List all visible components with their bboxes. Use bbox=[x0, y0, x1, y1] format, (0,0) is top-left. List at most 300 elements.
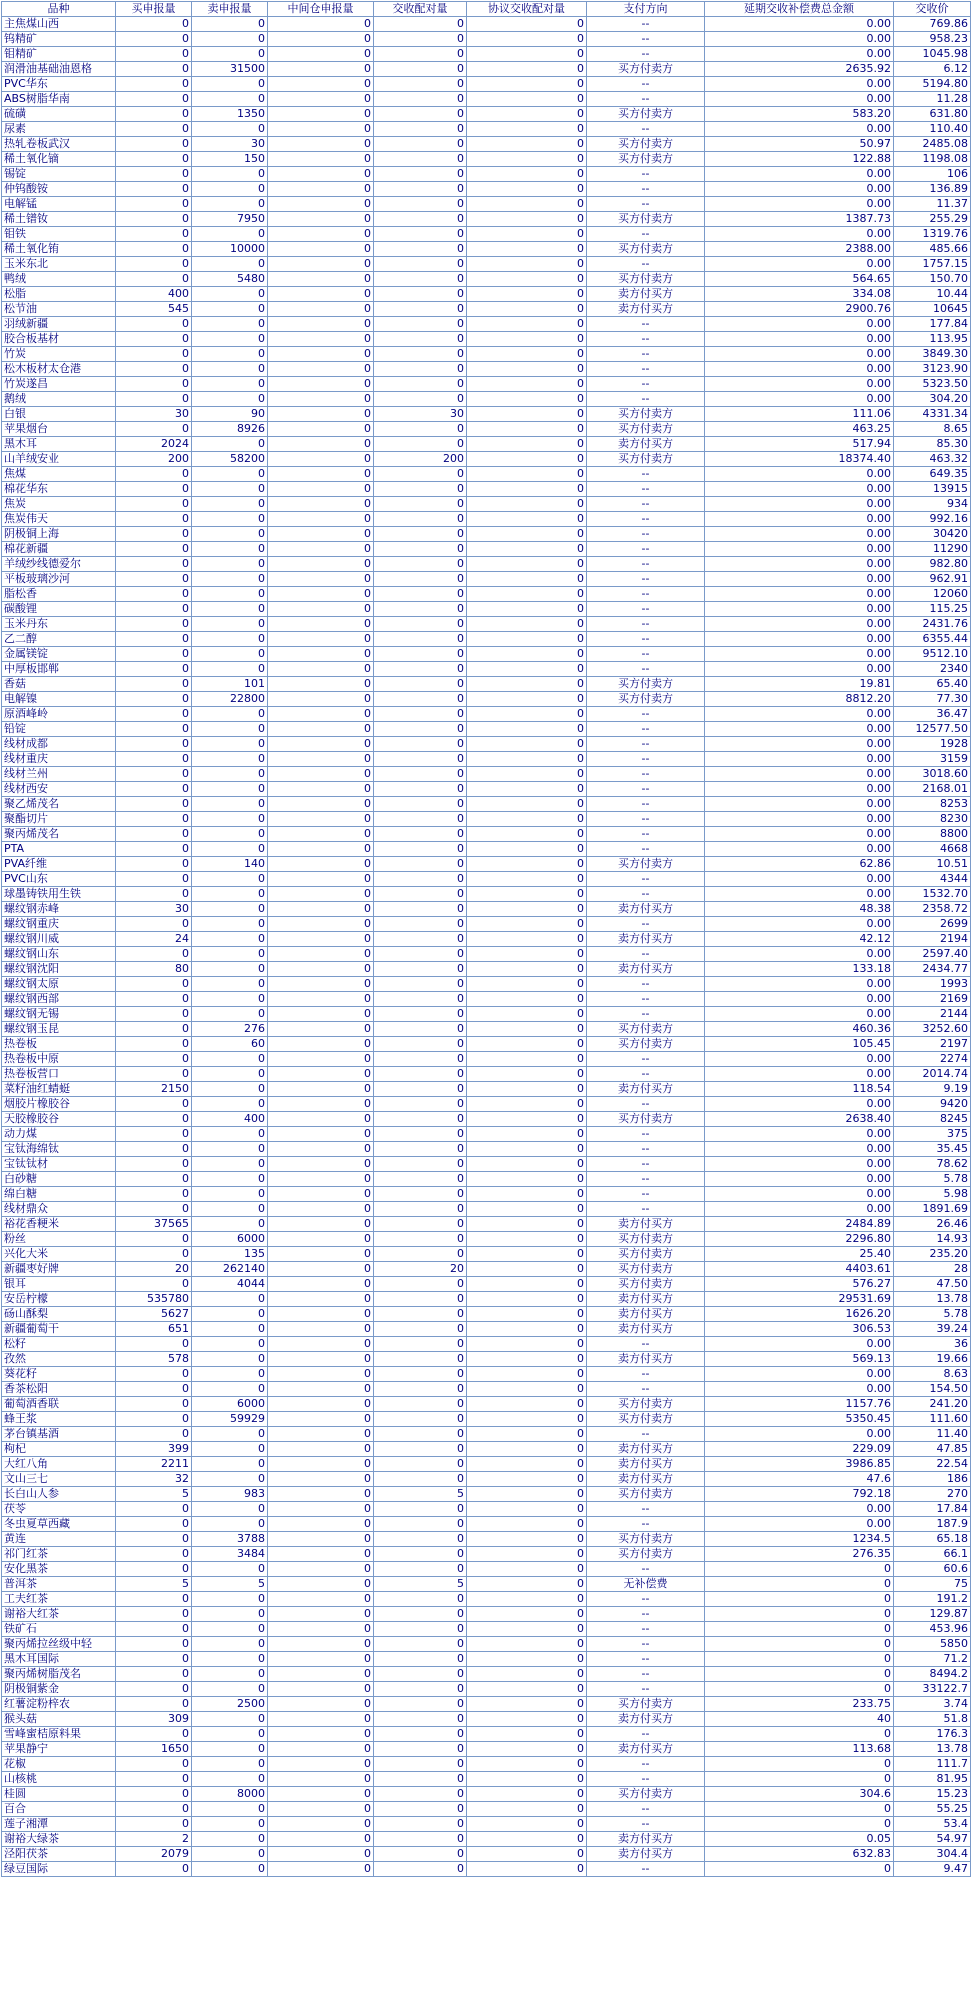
table-row bbox=[2, 452, 971, 467]
sell-qty-cell: 0 bbox=[192, 1157, 268, 1172]
agreement-qty-cell: 0 bbox=[467, 317, 587, 332]
pay-direction-cell: 卖方付买方 bbox=[587, 962, 705, 977]
delivery-price-cell: 11.28 bbox=[894, 92, 971, 107]
agreement-qty-cell: 0 bbox=[467, 1517, 587, 1532]
compensation-cell: 517.94 bbox=[705, 437, 894, 452]
pay-direction-cell: 买方付卖方 bbox=[587, 1232, 705, 1247]
compensation-cell: 0.00 bbox=[705, 1427, 894, 1442]
pay-direction-cell: -- bbox=[587, 722, 705, 737]
compensation-cell: 0.00 bbox=[705, 1097, 894, 1112]
pay-direction-cell: -- bbox=[587, 587, 705, 602]
sell-qty-cell: 6000 bbox=[192, 1397, 268, 1412]
delivery-price-cell: 65.40 bbox=[894, 677, 971, 692]
compensation-cell: 569.13 bbox=[705, 1352, 894, 1367]
commodity-cell: 茅台镇基酒 bbox=[2, 1427, 116, 1442]
agreement-qty-cell: 0 bbox=[467, 347, 587, 362]
agreement-qty-cell: 0 bbox=[467, 32, 587, 47]
compensation-cell: 1626.20 bbox=[705, 1307, 894, 1322]
agreement-qty-cell: 0 bbox=[467, 62, 587, 77]
pay-direction-cell: -- bbox=[587, 572, 705, 587]
match-qty-cell: 0 bbox=[374, 1502, 467, 1517]
middle-qty-cell: 0 bbox=[268, 857, 374, 872]
compensation-cell: 0 bbox=[705, 1757, 894, 1772]
middle-qty-cell: 0 bbox=[268, 1202, 374, 1217]
buy-qty-cell: 0 bbox=[116, 347, 192, 362]
middle-qty-cell: 0 bbox=[268, 707, 374, 722]
compensation-cell: 0.00 bbox=[705, 1382, 894, 1397]
table-row bbox=[2, 992, 971, 1007]
sell-qty-cell: 0 bbox=[192, 1217, 268, 1232]
buy-qty-cell: 0 bbox=[116, 752, 192, 767]
middle-qty-cell: 0 bbox=[268, 782, 374, 797]
pay-direction-cell: 买方付卖方 bbox=[587, 107, 705, 122]
pay-direction-cell: -- bbox=[587, 602, 705, 617]
sell-qty-cell: 101 bbox=[192, 677, 268, 692]
buy-qty-cell: 399 bbox=[116, 1442, 192, 1457]
compensation-cell: 0.00 bbox=[705, 182, 894, 197]
delivery-price-cell: 28 bbox=[894, 1262, 971, 1277]
match-qty-cell: 0 bbox=[374, 242, 467, 257]
compensation-cell: 0 bbox=[705, 1772, 894, 1787]
sell-qty-cell: 0 bbox=[192, 782, 268, 797]
delivery-price-cell: 78.62 bbox=[894, 1157, 971, 1172]
agreement-qty-cell: 0 bbox=[467, 167, 587, 182]
commodity-cell: 热卷板 bbox=[2, 1037, 116, 1052]
commodity-cell: 桂圆 bbox=[2, 1787, 116, 1802]
table-row bbox=[2, 707, 971, 722]
compensation-cell: 0.00 bbox=[705, 662, 894, 677]
middle-qty-cell: 0 bbox=[268, 1397, 374, 1412]
delivery-price-cell: 11.40 bbox=[894, 1427, 971, 1442]
pay-direction-cell: -- bbox=[587, 467, 705, 482]
delivery-price-cell: 1045.98 bbox=[894, 47, 971, 62]
agreement-qty-cell: 0 bbox=[467, 767, 587, 782]
sell-qty-cell: 0 bbox=[192, 77, 268, 92]
match-qty-cell: 0 bbox=[374, 122, 467, 137]
agreement-qty-cell: 0 bbox=[467, 1112, 587, 1127]
agreement-qty-cell: 0 bbox=[467, 1487, 587, 1502]
compensation-cell: 0.00 bbox=[705, 797, 894, 812]
buy-qty-cell: 535780 bbox=[116, 1292, 192, 1307]
pay-direction-cell: 卖方付买方 bbox=[587, 1712, 705, 1727]
table-row bbox=[2, 1262, 971, 1277]
delivery-price-cell: 35.45 bbox=[894, 1142, 971, 1157]
middle-qty-cell: 0 bbox=[268, 1682, 374, 1697]
table-row bbox=[2, 272, 971, 287]
match-qty-cell: 0 bbox=[374, 152, 467, 167]
match-qty-cell: 0 bbox=[374, 1442, 467, 1457]
buy-qty-cell: 0 bbox=[116, 587, 192, 602]
delivery-price-cell: 12577.50 bbox=[894, 722, 971, 737]
commodity-cell: 红薯淀粉梓农 bbox=[2, 1697, 116, 1712]
middle-qty-cell: 0 bbox=[268, 947, 374, 962]
middle-qty-cell: 0 bbox=[268, 1157, 374, 1172]
sell-qty-cell: 0 bbox=[192, 1097, 268, 1112]
buy-qty-cell: 0 bbox=[116, 1667, 192, 1682]
middle-qty-cell: 0 bbox=[268, 1037, 374, 1052]
commodity-cell: 阴极铜上海 bbox=[2, 527, 116, 542]
middle-qty-cell: 0 bbox=[268, 1577, 374, 1592]
table-row bbox=[2, 242, 971, 257]
pay-direction-cell: 卖方付买方 bbox=[587, 932, 705, 947]
buy-qty-cell: 0 bbox=[116, 1037, 192, 1052]
middle-qty-cell: 0 bbox=[268, 1007, 374, 1022]
table-row bbox=[2, 557, 971, 572]
table-row bbox=[2, 17, 971, 32]
table-row bbox=[2, 47, 971, 62]
compensation-cell: 0.00 bbox=[705, 812, 894, 827]
sell-qty-cell: 90 bbox=[192, 407, 268, 422]
agreement-qty-cell: 0 bbox=[467, 1367, 587, 1382]
table-row bbox=[2, 377, 971, 392]
pay-direction-cell: -- bbox=[587, 752, 705, 767]
sell-qty-cell: 0 bbox=[192, 752, 268, 767]
pay-direction-cell: -- bbox=[587, 392, 705, 407]
agreement-qty-cell: 0 bbox=[467, 1472, 587, 1487]
agreement-qty-cell: 0 bbox=[467, 527, 587, 542]
sell-qty-cell: 0 bbox=[192, 1517, 268, 1532]
middle-qty-cell: 0 bbox=[268, 1637, 374, 1652]
sell-qty-cell: 0 bbox=[192, 1562, 268, 1577]
pay-direction-cell: 卖方付买方 bbox=[587, 1472, 705, 1487]
middle-qty-cell: 0 bbox=[268, 1217, 374, 1232]
agreement-qty-cell: 0 bbox=[467, 1352, 587, 1367]
agreement-qty-cell: 0 bbox=[467, 1532, 587, 1547]
agreement-qty-cell: 0 bbox=[467, 1787, 587, 1802]
buy-qty-cell: 1650 bbox=[116, 1742, 192, 1757]
agreement-qty-cell: 0 bbox=[467, 332, 587, 347]
agreement-qty-cell: 0 bbox=[467, 1037, 587, 1052]
compensation-cell: 0.00 bbox=[705, 377, 894, 392]
compensation-cell: 0.00 bbox=[705, 482, 894, 497]
middle-qty-cell: 0 bbox=[268, 17, 374, 32]
agreement-qty-cell: 0 bbox=[467, 302, 587, 317]
commodity-cell: 工夫红茶 bbox=[2, 1592, 116, 1607]
compensation-cell: 0.00 bbox=[705, 1127, 894, 1142]
sell-qty-cell: 0 bbox=[192, 977, 268, 992]
commodity-cell: 热卷板中原 bbox=[2, 1052, 116, 1067]
agreement-qty-cell: 0 bbox=[467, 437, 587, 452]
buy-qty-cell: 0 bbox=[116, 1817, 192, 1832]
match-qty-cell: 0 bbox=[374, 662, 467, 677]
commodity-cell: 聚酯切片 bbox=[2, 812, 116, 827]
buy-qty-cell: 309 bbox=[116, 1712, 192, 1727]
sell-qty-cell: 0 bbox=[192, 1202, 268, 1217]
agreement-qty-cell: 0 bbox=[467, 1697, 587, 1712]
pay-direction-cell: 买方付卖方 bbox=[587, 1412, 705, 1427]
pay-direction-cell: -- bbox=[587, 1052, 705, 1067]
agreement-qty-cell: 0 bbox=[467, 92, 587, 107]
match-qty-cell: 0 bbox=[374, 1247, 467, 1262]
table-row bbox=[2, 1592, 971, 1607]
buy-qty-cell: 0 bbox=[116, 107, 192, 122]
middle-qty-cell: 0 bbox=[268, 797, 374, 812]
match-qty-cell: 0 bbox=[374, 392, 467, 407]
delivery-price-cell: 3.74 bbox=[894, 1697, 971, 1712]
pay-direction-cell: -- bbox=[587, 1682, 705, 1697]
pay-direction-cell: -- bbox=[587, 1757, 705, 1772]
compensation-cell: 0.00 bbox=[705, 467, 894, 482]
pay-direction-cell: 卖方付买方 bbox=[587, 1457, 705, 1472]
sell-qty-cell: 0 bbox=[192, 767, 268, 782]
sell-qty-cell: 0 bbox=[192, 842, 268, 857]
col-compensation-header: 延期交收补偿费总金额 bbox=[705, 2, 894, 17]
commodity-cell: 普洱茶 bbox=[2, 1577, 116, 1592]
pay-direction-cell: -- bbox=[587, 1187, 705, 1202]
sell-qty-cell: 0 bbox=[192, 527, 268, 542]
sell-qty-cell: 0 bbox=[192, 1142, 268, 1157]
compensation-cell: 0.00 bbox=[705, 887, 894, 902]
pay-direction-cell: -- bbox=[587, 977, 705, 992]
delivery-price-cell: 150.70 bbox=[894, 272, 971, 287]
table-row bbox=[2, 317, 971, 332]
table-row bbox=[2, 692, 971, 707]
sell-qty-cell: 0 bbox=[192, 302, 268, 317]
delivery-price-cell: 191.2 bbox=[894, 1592, 971, 1607]
compensation-cell: 0.00 bbox=[705, 122, 894, 137]
table-row bbox=[2, 182, 971, 197]
delivery-price-cell: 39.24 bbox=[894, 1322, 971, 1337]
table-row bbox=[2, 1562, 971, 1577]
table-row bbox=[2, 1322, 971, 1337]
compensation-cell: 0.00 bbox=[705, 872, 894, 887]
commodity-cell: 脂松香 bbox=[2, 587, 116, 602]
middle-qty-cell: 0 bbox=[268, 227, 374, 242]
compensation-cell: 5350.45 bbox=[705, 1412, 894, 1427]
commodity-cell: 茯苓 bbox=[2, 1502, 116, 1517]
sell-qty-cell: 0 bbox=[192, 1592, 268, 1607]
match-qty-cell: 0 bbox=[374, 257, 467, 272]
compensation-cell: 0.00 bbox=[705, 587, 894, 602]
buy-qty-cell: 0 bbox=[116, 482, 192, 497]
middle-qty-cell: 0 bbox=[268, 1142, 374, 1157]
commodity-cell: 长白山人参 bbox=[2, 1487, 116, 1502]
sell-qty-cell: 0 bbox=[192, 1307, 268, 1322]
compensation-cell: 0.05 bbox=[705, 1832, 894, 1847]
table-row bbox=[2, 1037, 971, 1052]
match-qty-cell: 0 bbox=[374, 542, 467, 557]
commodity-cell: 安化黑茶 bbox=[2, 1562, 116, 1577]
compensation-cell: 1157.76 bbox=[705, 1397, 894, 1412]
sell-qty-cell: 0 bbox=[192, 392, 268, 407]
commodity-cell: 金属镁锭 bbox=[2, 647, 116, 662]
table-row bbox=[2, 1277, 971, 1292]
buy-qty-cell: 0 bbox=[116, 1142, 192, 1157]
middle-qty-cell: 0 bbox=[268, 647, 374, 662]
delivery-price-cell: 187.9 bbox=[894, 1517, 971, 1532]
match-qty-cell: 0 bbox=[374, 857, 467, 872]
middle-qty-cell: 0 bbox=[268, 887, 374, 902]
compensation-cell: 0.00 bbox=[705, 737, 894, 752]
commodity-cell: 粉丝 bbox=[2, 1232, 116, 1247]
delivery-price-cell: 106 bbox=[894, 167, 971, 182]
pay-direction-cell: 买方付卖方 bbox=[587, 1787, 705, 1802]
buy-qty-cell: 0 bbox=[116, 1727, 192, 1742]
match-qty-cell: 0 bbox=[374, 47, 467, 62]
match-qty-cell: 0 bbox=[374, 692, 467, 707]
buy-qty-cell: 545 bbox=[116, 302, 192, 317]
agreement-qty-cell: 0 bbox=[467, 1742, 587, 1757]
pay-direction-cell: 买方付卖方 bbox=[587, 242, 705, 257]
sell-qty-cell: 262140 bbox=[192, 1262, 268, 1277]
match-qty-cell: 0 bbox=[374, 1097, 467, 1112]
middle-qty-cell: 0 bbox=[268, 1127, 374, 1142]
pay-direction-cell: 买方付卖方 bbox=[587, 407, 705, 422]
buy-qty-cell: 0 bbox=[116, 917, 192, 932]
pay-direction-cell: 卖方付买方 bbox=[587, 1082, 705, 1097]
match-qty-cell: 0 bbox=[374, 1217, 467, 1232]
delivery-price-cell: 1532.70 bbox=[894, 887, 971, 902]
middle-qty-cell: 0 bbox=[268, 317, 374, 332]
buy-qty-cell: 32 bbox=[116, 1472, 192, 1487]
agreement-qty-cell: 0 bbox=[467, 1652, 587, 1667]
pay-direction-cell: -- bbox=[587, 947, 705, 962]
delivery-price-cell: 177.84 bbox=[894, 317, 971, 332]
sell-qty-cell: 5480 bbox=[192, 272, 268, 287]
table-row bbox=[2, 1832, 971, 1847]
commodity-cell: 线材鼎众 bbox=[2, 1202, 116, 1217]
pay-direction-cell: 卖方付买方 bbox=[587, 1847, 705, 1862]
middle-qty-cell: 0 bbox=[268, 677, 374, 692]
middle-qty-cell: 0 bbox=[268, 1352, 374, 1367]
pay-direction-cell: 买方付卖方 bbox=[587, 1277, 705, 1292]
pay-direction-cell: 卖方付买方 bbox=[587, 287, 705, 302]
match-qty-cell: 0 bbox=[374, 722, 467, 737]
match-qty-cell: 0 bbox=[374, 1037, 467, 1052]
buy-qty-cell: 0 bbox=[116, 92, 192, 107]
table-row bbox=[2, 1577, 971, 1592]
middle-qty-cell: 0 bbox=[268, 1337, 374, 1352]
commodity-cell: 苹果静宁 bbox=[2, 1742, 116, 1757]
sell-qty-cell: 0 bbox=[192, 227, 268, 242]
middle-qty-cell: 0 bbox=[268, 1067, 374, 1082]
table-row bbox=[2, 1307, 971, 1322]
middle-qty-cell: 0 bbox=[268, 662, 374, 677]
compensation-cell: 0.00 bbox=[705, 1157, 894, 1172]
middle-qty-cell: 0 bbox=[268, 1442, 374, 1457]
commodity-cell: 香菇 bbox=[2, 677, 116, 692]
delivery-price-cell: 2358.72 bbox=[894, 902, 971, 917]
table-row bbox=[2, 647, 971, 662]
delivery-price-cell: 453.96 bbox=[894, 1622, 971, 1637]
pay-direction-cell: 卖方付买方 bbox=[587, 1217, 705, 1232]
match-qty-cell: 0 bbox=[374, 887, 467, 902]
agreement-qty-cell: 0 bbox=[467, 1622, 587, 1637]
match-qty-cell: 0 bbox=[374, 1547, 467, 1562]
col-sell-qty-header: 卖申报量 bbox=[192, 2, 268, 17]
compensation-cell: 0.00 bbox=[705, 977, 894, 992]
pay-direction-cell: 买方付卖方 bbox=[587, 857, 705, 872]
buy-qty-cell: 0 bbox=[116, 152, 192, 167]
middle-qty-cell: 0 bbox=[268, 1517, 374, 1532]
compensation-cell: 0 bbox=[705, 1727, 894, 1742]
delivery-price-cell: 13.78 bbox=[894, 1292, 971, 1307]
agreement-qty-cell: 0 bbox=[467, 1547, 587, 1562]
compensation-cell: 0.00 bbox=[705, 1187, 894, 1202]
buy-qty-cell: 0 bbox=[116, 317, 192, 332]
agreement-qty-cell: 0 bbox=[467, 1832, 587, 1847]
sell-qty-cell: 0 bbox=[192, 1682, 268, 1697]
agreement-qty-cell: 0 bbox=[467, 407, 587, 422]
compensation-cell: 0.00 bbox=[705, 347, 894, 362]
sell-qty-cell: 0 bbox=[192, 1127, 268, 1142]
pay-direction-cell: 买方付卖方 bbox=[587, 692, 705, 707]
commodity-cell: 乙二醇 bbox=[2, 632, 116, 647]
commodity-cell: 钼精矿 bbox=[2, 47, 116, 62]
match-qty-cell: 0 bbox=[374, 1772, 467, 1787]
buy-qty-cell: 0 bbox=[116, 947, 192, 962]
compensation-cell: 0 bbox=[705, 1862, 894, 1877]
sell-qty-cell: 0 bbox=[192, 1772, 268, 1787]
match-qty-cell: 0 bbox=[374, 512, 467, 527]
pay-direction-cell: -- bbox=[587, 1202, 705, 1217]
agreement-qty-cell: 0 bbox=[467, 1412, 587, 1427]
pay-direction-cell: 买方付卖方 bbox=[587, 677, 705, 692]
compensation-cell: 0.00 bbox=[705, 947, 894, 962]
match-qty-cell: 0 bbox=[374, 572, 467, 587]
match-qty-cell: 0 bbox=[374, 947, 467, 962]
buy-qty-cell: 0 bbox=[116, 1247, 192, 1262]
buy-qty-cell: 0 bbox=[116, 1547, 192, 1562]
delivery-price-cell: 53.4 bbox=[894, 1817, 971, 1832]
buy-qty-cell: 0 bbox=[116, 1757, 192, 1772]
agreement-qty-cell: 0 bbox=[467, 812, 587, 827]
sell-qty-cell: 0 bbox=[192, 32, 268, 47]
buy-qty-cell: 0 bbox=[116, 182, 192, 197]
delivery-price-cell: 111.60 bbox=[894, 1412, 971, 1427]
delivery-price-cell: 2340 bbox=[894, 662, 971, 677]
buy-qty-cell: 0 bbox=[116, 332, 192, 347]
sell-qty-cell: 0 bbox=[192, 497, 268, 512]
delivery-price-cell: 66.1 bbox=[894, 1547, 971, 1562]
match-qty-cell: 0 bbox=[374, 302, 467, 317]
buy-qty-cell: 0 bbox=[116, 197, 192, 212]
sell-qty-cell: 0 bbox=[192, 1727, 268, 1742]
delivery-price-cell: 1993 bbox=[894, 977, 971, 992]
compensation-cell: 0.00 bbox=[705, 917, 894, 932]
agreement-qty-cell: 0 bbox=[467, 992, 587, 1007]
pay-direction-cell: -- bbox=[587, 827, 705, 842]
match-qty-cell: 0 bbox=[374, 1472, 467, 1487]
table-row bbox=[2, 1127, 971, 1142]
sell-qty-cell: 0 bbox=[192, 1742, 268, 1757]
sell-qty-cell: 3484 bbox=[192, 1547, 268, 1562]
buy-qty-cell: 0 bbox=[116, 392, 192, 407]
table-row bbox=[2, 857, 971, 872]
sell-qty-cell: 0 bbox=[192, 257, 268, 272]
middle-qty-cell: 0 bbox=[268, 1592, 374, 1607]
middle-qty-cell: 0 bbox=[268, 182, 374, 197]
pay-direction-cell: -- bbox=[587, 1817, 705, 1832]
agreement-qty-cell: 0 bbox=[467, 602, 587, 617]
match-qty-cell: 200 bbox=[374, 452, 467, 467]
buy-qty-cell: 0 bbox=[116, 1652, 192, 1667]
compensation-cell: 0.00 bbox=[705, 1007, 894, 1022]
compensation-cell: 0.00 bbox=[705, 1172, 894, 1187]
compensation-cell: 48.38 bbox=[705, 902, 894, 917]
agreement-qty-cell: 0 bbox=[467, 362, 587, 377]
agreement-qty-cell: 0 bbox=[467, 1052, 587, 1067]
delivery-price-cell: 4331.34 bbox=[894, 407, 971, 422]
match-qty-cell: 0 bbox=[374, 1397, 467, 1412]
delivery-price-cell: 2168.01 bbox=[894, 782, 971, 797]
table-row bbox=[2, 1517, 971, 1532]
buy-qty-cell: 0 bbox=[116, 1502, 192, 1517]
buy-qty-cell: 0 bbox=[116, 872, 192, 887]
match-qty-cell: 0 bbox=[374, 1757, 467, 1772]
agreement-qty-cell: 0 bbox=[467, 1442, 587, 1457]
commodity-cell: 绵白糖 bbox=[2, 1187, 116, 1202]
